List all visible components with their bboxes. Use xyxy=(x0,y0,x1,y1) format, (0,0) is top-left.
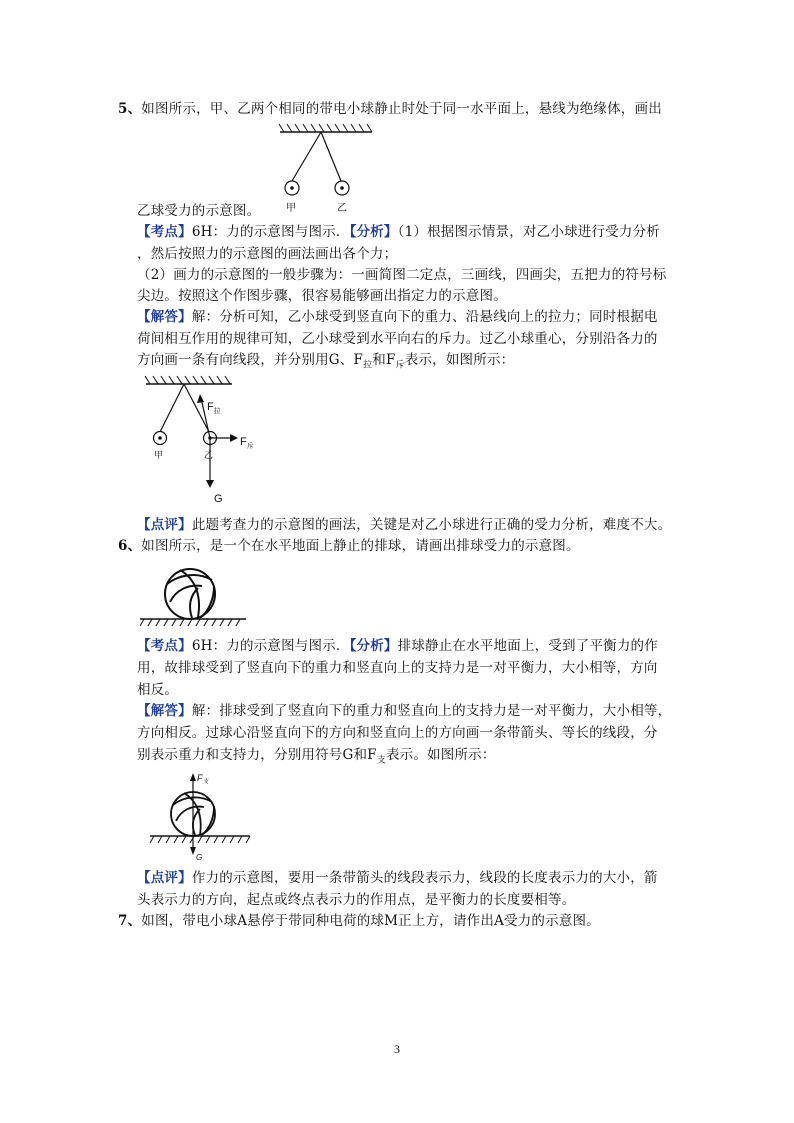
q5-dianping-line: 【点评】此题考查力的示意图的画法，关键是对乙小球进行正确的受力分析，难度不大。 xyxy=(137,517,672,533)
q5-stem-line2: 乙球受力的示意图。 xyxy=(137,203,261,219)
q6-dianping-line1: 【点评】作力的示意图，要用一条带箭头的线段表示力，线段的长度表示力的大小，箭 xyxy=(137,870,658,886)
q5-fenxi-line2: ，然后按照力的示意图的画法画出各个力； xyxy=(137,246,398,262)
q6-jieda-tag: 【解答】 xyxy=(137,703,192,719)
svg-text:F支: $F_支$ xyxy=(197,773,209,785)
q5-stem-text: 如图所示，甲、乙两个相同的带电小球静止时处于同一水平面上，悬线为绝缘体，画出 xyxy=(141,101,662,117)
q5-stem-line1 xyxy=(118,99,662,119)
q6-dianping-tag: 【点评】 xyxy=(137,870,192,886)
q5-dianping-tag: 【点评】 xyxy=(137,517,192,533)
q6-question-figure xyxy=(140,560,250,630)
page-number: 3 xyxy=(394,1042,400,1056)
q6-kaodian-tag: 【考点】 xyxy=(137,638,192,654)
q6-fenxi-line3: 相反。 xyxy=(137,682,179,698)
q5-jieda-line3: 方向画一条有向线段，并分别用G、$F_拉$和$F_斥$表示，如图所示： xyxy=(137,352,515,371)
q6-number: 6、 xyxy=(118,538,142,554)
q6-jieda-line3: 别表示重力和支持力，分别用符号G和$F_支$表示。如图所示： xyxy=(137,747,496,766)
q5-jieda-line1: 【解答】解：分析可知，乙小球受到竖直向下的重力、沿悬线向上的拉力；同时根据电 xyxy=(137,309,658,325)
svg-text:F拉: $F_拉$ xyxy=(207,401,221,415)
q5-label-yi: 乙 xyxy=(337,203,347,214)
volleyball-icon xyxy=(165,569,215,619)
q5-fenxi-line4: 尖边。按照这个作图步骤，很容易能够画出指定力的示意图。 xyxy=(137,288,507,304)
q5-ans-G: G xyxy=(214,493,223,505)
q5-kaodian-tag: 【考点】 xyxy=(137,224,192,240)
q6-kaodian-line: 【考点】6H：力的示意图与图示．【分析】排球静止在水平地面上，受到了平衡力的作 xyxy=(137,638,658,654)
q5-fenxi-tag: 【分析】 xyxy=(349,224,398,240)
q5-ans-label-jia: 甲 xyxy=(154,450,164,460)
q6-fenxi-tag: 【分析】 xyxy=(349,638,398,654)
q6-ans-G: G xyxy=(196,853,203,862)
q5-jieda-tag: 【解答】 xyxy=(137,309,192,325)
q6-jieda-line2: 方向相反。过球心沿竖直向下的方向和竖直向上的方向画一条带箭头、等长的线段，分 xyxy=(137,725,658,741)
q5-ans-label-yi: 乙 xyxy=(204,450,214,460)
q5-number: 5、 xyxy=(118,101,142,117)
q5-kaodian-line: 【考点】6H：力的示意图与图示．【分析】（1）根据图示情景，对乙小球进行受力分析 xyxy=(137,224,660,240)
q7-number: 7、 xyxy=(118,913,142,929)
q6-dianping-line2: 头表示力的方向，起点或终点表示力的作用点，是平衡力的长度要相等。 xyxy=(137,892,576,908)
q5-question-figure xyxy=(270,122,380,217)
q5-fenxi-line3: （2）画力的示意图的一般步骤为：一画简图二定点，三画线，四画尖，五把力的符号标 xyxy=(137,267,667,283)
q5-jieda-line2: 荷间相互作用的规律可知，乙小球受到水平向右的斥力。过乙小球重心，分别沿各力的 xyxy=(137,331,658,347)
svg-text:F斥: $F_斥$ xyxy=(240,436,254,450)
q6-jieda-line1: 【解答】解：排球受到了竖直向下的重力和竖直向上的支持力是一对平衡力，大小相等， xyxy=(137,703,672,719)
q5-answer-figure xyxy=(140,372,280,507)
q6-fenxi-line2: 用，故排球受到了竖直向下的重力和竖直向上的支持力是一对平衡力，大小相等，方向 xyxy=(137,660,658,676)
q5-label-jia: 甲 xyxy=(286,203,296,214)
q6-answer-figure xyxy=(148,768,258,864)
q7-stem: 7、如图，带电小球A悬停于带同种电荷的球M正上方，请作出A受力的示意图。 xyxy=(118,913,600,929)
q6-stem: 6、如图所示，是一个在水平地面上静止的排球，请画出排球受力的示意图。 xyxy=(118,538,580,554)
